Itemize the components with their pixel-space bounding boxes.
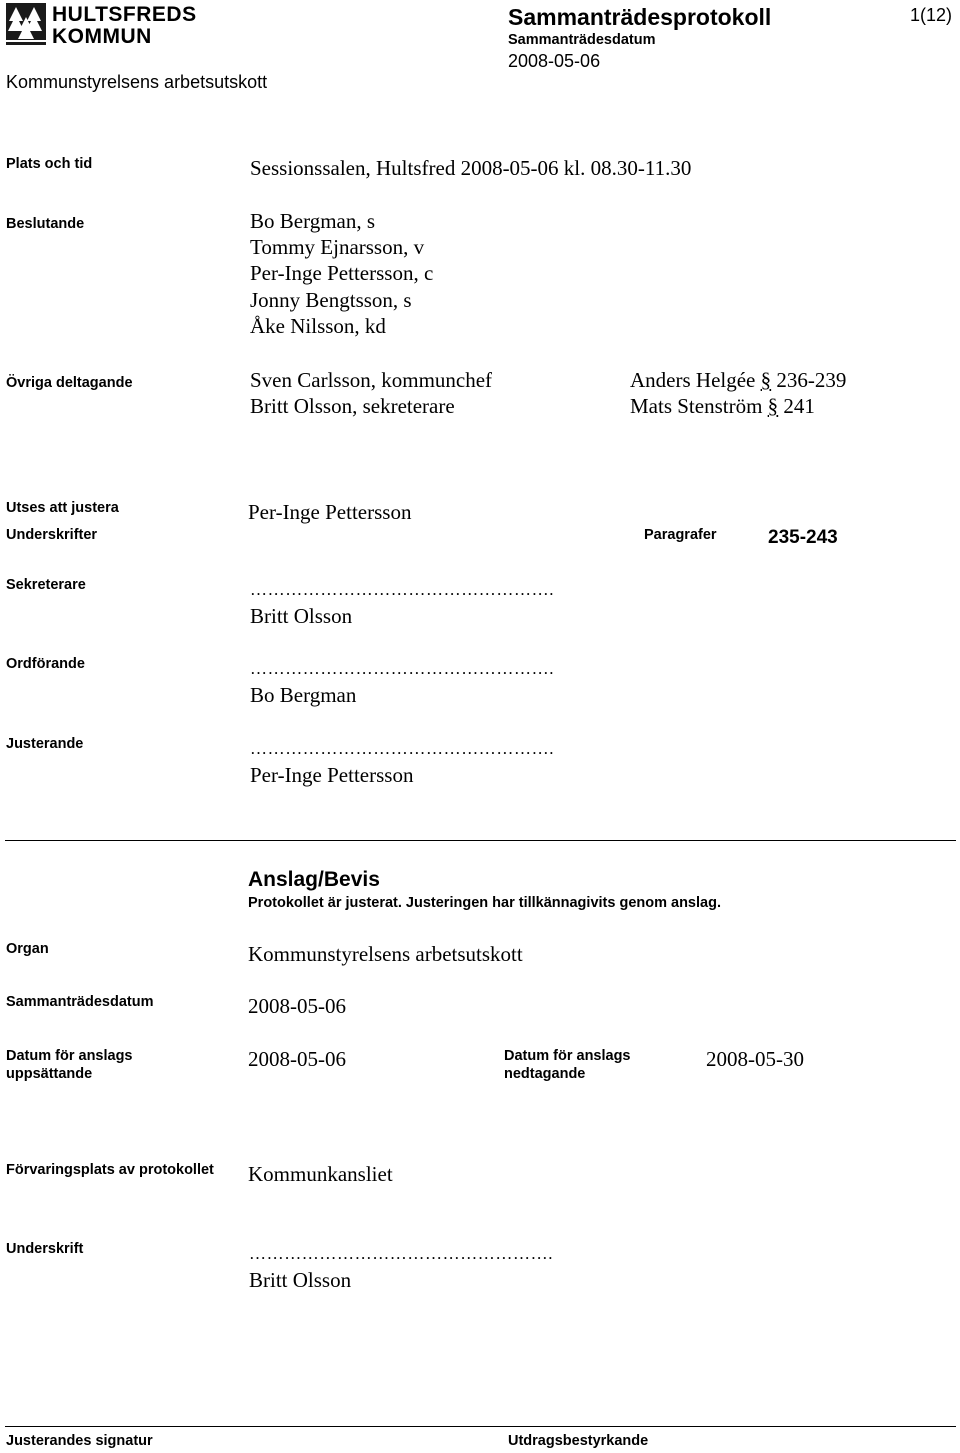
other-participant: Sven Carlsson, kommunchef — [250, 368, 493, 392]
participant-name: Mats Stenström — [630, 394, 763, 418]
header-date-label: Sammanträdesdatum — [508, 32, 656, 48]
paragraphs-value: 235-243 — [768, 527, 838, 548]
secretary-name: Britt Olsson — [250, 604, 353, 628]
footer-adjusters-signature: Justerandes signatur — [6, 1433, 153, 1449]
participant-paragraphs: 236-239 — [776, 368, 847, 392]
participant-paragraphs: 241 — [783, 394, 815, 418]
removed-label-line: nedtagande — [504, 1066, 586, 1082]
notice-signature-name: Britt Olsson — [249, 1268, 352, 1292]
adjuster-value: Per-Inge Pettersson — [248, 500, 412, 524]
footer-divider — [5, 1426, 956, 1427]
decision-maker: Per-Inge Pettersson, c — [250, 261, 434, 285]
notice-subtitle: Protokollet är justerat. Justeringen har tillkännagivits genom anslag. — [248, 895, 721, 911]
storage-label: Förvaringsplats av protokollet — [6, 1162, 214, 1178]
notice-signature-label: Underskrift — [6, 1241, 84, 1257]
others-label: Övriga deltagande — [6, 375, 133, 391]
other-participant-right — [630, 394, 815, 419]
secretary-signature-line: ……………………………………………. — [250, 580, 555, 599]
organ-label: Organ — [6, 941, 49, 957]
chair-name: Bo Bergman — [250, 683, 357, 707]
adjuster-label: Utses att justera — [6, 500, 119, 516]
removed-value: 2008-05-30 — [706, 1047, 804, 1071]
municipality-logo — [6, 3, 197, 48]
meeting-date-label: Sammanträdesdatum — [6, 994, 154, 1010]
decision-label: Beslutande — [6, 216, 85, 232]
posted-label — [6, 1047, 133, 1083]
adjusting-signature-line: ……………………………………………. — [250, 739, 555, 758]
section-divider — [5, 840, 956, 841]
paragraphs-label: Paragrafer — [644, 527, 717, 543]
place-value: Sessionssalen, Hultsfred 2008-05-06 kl. 08.30-11.30 — [250, 156, 692, 180]
decision-maker: Bo Bergman, s — [250, 209, 376, 233]
header-date-value: 2008-05-06 — [508, 51, 601, 71]
participant-name: Anders Helgée — [630, 368, 756, 392]
removed-label-line: Datum för anslags — [504, 1048, 631, 1064]
adjusting-name: Per-Inge Pettersson — [250, 763, 414, 787]
logo-line-1: HULTSFREDS — [52, 3, 197, 26]
tree-emblem-icon — [6, 3, 46, 45]
secretary-label: Sekreterare — [6, 577, 86, 593]
posted-value: 2008-05-06 — [248, 1047, 346, 1071]
removed-label — [504, 1047, 631, 1083]
other-participant: Britt Olsson, sekreterare — [250, 394, 455, 418]
decision-maker: Åke Nilsson, kd — [250, 314, 386, 338]
document-title: Sammanträdesprotokoll — [508, 4, 772, 30]
chair-signature-line: ……………………………………………. — [250, 659, 555, 678]
decision-maker: Tommy Ejnarsson, v — [250, 235, 425, 259]
header-organ: Kommunstyrelsens arbetsutskott — [6, 72, 268, 92]
notice-title: Anslag/Bevis — [248, 868, 380, 891]
organ-value: Kommunstyrelsens arbetsutskott — [248, 942, 523, 966]
footer-extract-certifier: Utdragsbestyrkande — [508, 1433, 649, 1449]
page-number: 1(12) — [910, 5, 953, 25]
paragraph-sign: § — [767, 394, 779, 418]
signatures-label: Underskrifter — [6, 527, 98, 543]
chair-label: Ordförande — [6, 656, 85, 672]
place-label: Plats och tid — [6, 156, 93, 172]
paragraph-sign: § — [760, 368, 772, 392]
posted-label-line: Datum för anslags — [6, 1048, 133, 1064]
adjusting-label: Justerande — [6, 736, 84, 752]
notice-signature-line: ……………………………………………. — [249, 1244, 554, 1263]
meeting-date-value: 2008-05-06 — [248, 994, 346, 1018]
decision-maker: Jonny Bengtsson, s — [250, 288, 412, 312]
posted-label-line: uppsättande — [6, 1066, 93, 1082]
logo-line-2: KOMMUN — [52, 25, 152, 48]
storage-value: Kommunkansliet — [248, 1162, 393, 1186]
other-participant-right — [630, 368, 846, 393]
